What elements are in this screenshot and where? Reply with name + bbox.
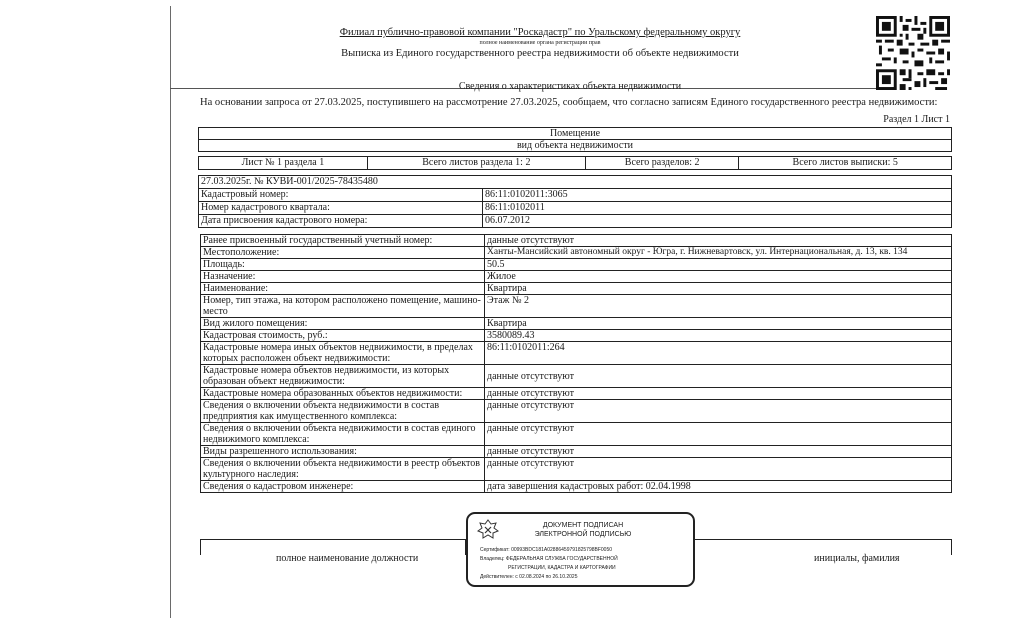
row-value: данные отсутствуют	[485, 423, 952, 446]
part-sheet-label: Раздел 1 Лист 1	[883, 114, 950, 125]
row-label: Кадастровые номера объектов недвижимости, из которых образован объект недвижимости:	[201, 365, 485, 388]
table-row	[201, 342, 952, 365]
stamp-title	[508, 521, 658, 539]
stamp-certificate: Сертификат: 00993BDC181A02886459791825798BF0050	[480, 547, 613, 553]
table-row	[201, 271, 952, 283]
row-label: Кадастровые номера образованных объектов недвижимости:	[201, 388, 485, 400]
table-row	[201, 283, 952, 295]
row-label: Номер, тип этажа, на котором расположено помещение, машино-место	[201, 295, 485, 318]
row-value: данные отсутствуют	[485, 365, 952, 388]
row-label: Сведения о кадастровом инженере:	[201, 481, 485, 493]
row-label: Кадастровые номера иных объектов недвижимости, в пределах которых расположен объект недвижимости:	[201, 342, 485, 365]
row-value: 06.07.2012	[483, 215, 952, 228]
table-row	[199, 215, 952, 228]
table-row	[201, 247, 952, 259]
section-title: Сведения о характеристиках объекта недвижимости	[458, 81, 682, 92]
row-value: Квартира	[485, 318, 952, 330]
table-row	[201, 400, 952, 423]
object-type-caption: вид объекта недвижимости	[199, 140, 952, 152]
table-row	[201, 388, 952, 400]
row-label: Ранее присвоенный государственный учетный номер:	[201, 235, 485, 247]
row-value: данные отсутствуют	[485, 235, 952, 247]
row-value: Квартира	[485, 283, 952, 295]
table-row	[201, 235, 952, 247]
row-label: Виды разрешенного использования:	[201, 446, 485, 458]
basic-info-table	[198, 175, 952, 228]
row-value: Ханты-Мансийский автономный округ - Югра, г. Нижневартовск, ул. Интернациональная, д. 13, кв. 134	[485, 247, 952, 259]
row-value: данные отсутствуют	[485, 458, 952, 481]
row-label: Назначение:	[201, 271, 485, 283]
table-row	[201, 295, 952, 318]
table-row	[199, 202, 952, 215]
details-table	[200, 234, 952, 493]
stamp-title-line1: ДОКУМЕНТ ПОДПИСАН	[542, 522, 624, 529]
org-name: Филиал публично-правовой компании "Роскадастр" по Уральскому федеральному округу	[339, 27, 741, 38]
initials-caption: инициалы, фамилия	[814, 553, 900, 564]
row-label: Сведения о включении объекта недвижимости в состав единого недвижимого комплекса:	[201, 423, 485, 446]
stamp-owner: Владелец: ФЕДЕРАЛЬНАЯ СЛУЖБА ГОСУДАРСТВЕННОЙ	[480, 556, 618, 562]
qr-code-icon	[876, 16, 950, 90]
sheets-table	[198, 156, 952, 170]
row-value: 50.5	[485, 259, 952, 271]
table-row	[201, 259, 952, 271]
table-row	[201, 481, 952, 493]
row-value: данные отсутствуют	[485, 400, 952, 423]
row-label: Вид жилого помещения:	[201, 318, 485, 330]
table-row	[201, 423, 952, 446]
row-value: Этаж № 2	[485, 295, 952, 318]
document-title: Выписка из Единого государственного реестра недвижимости об объекте недвижимости	[341, 48, 739, 59]
sheet-of-section: Лист № 1 раздела 1	[199, 157, 368, 170]
row-label: Кадастровая стоимость, руб.:	[201, 330, 485, 342]
row-value: 86:11:0102011	[483, 202, 952, 215]
row-label: Площадь:	[201, 259, 485, 271]
row-value: данные отсутствуют	[485, 388, 952, 400]
row-value: данные отсутствуют	[485, 446, 952, 458]
total-sheets-section: Всего листов раздела 1: 2	[367, 157, 585, 170]
row-value: 86:11:0102011:264	[485, 342, 952, 365]
position-caption: полное наименование должности	[276, 553, 419, 564]
row-label: Сведения о включении объекта недвижимости в реестр объектов культурного наследия:	[201, 458, 485, 481]
digital-signature-stamp	[466, 512, 695, 587]
row-label: Номер кадастрового квартала:	[199, 202, 483, 215]
org-caption: полное наименование органа регистрации прав	[479, 40, 601, 46]
document-number: 27.03.2025г. № КУВИ-001/2025-78435480	[199, 176, 952, 189]
total-sections: Всего разделов: 2	[585, 157, 739, 170]
row-label: Дата присвоения кадастрового номера:	[199, 215, 483, 228]
row-label: Местоположение:	[201, 247, 485, 259]
table-row	[201, 330, 952, 342]
stamp-owner-line2: РЕГИСТРАЦИИ, КАДАСТРА И КАРТОГРАФИИ	[508, 565, 616, 571]
table-row	[201, 365, 952, 388]
emblem-icon	[476, 518, 500, 542]
table-row	[201, 458, 952, 481]
row-label: Наименование:	[201, 283, 485, 295]
row-label: Кадастровый номер:	[199, 189, 483, 202]
intro-text: На основании запроса от 27.03.2025, поступившего на рассмотрение 27.03.2025, сообщаем, что согласно записям Единого государственного реестра недвижимости:	[200, 97, 938, 108]
row-value: 3580089.43	[485, 330, 952, 342]
left-margin-line	[170, 6, 171, 618]
table-row	[199, 189, 952, 202]
stamp-validity: Действителен: с 02.08.2024 по 26.10.2025	[480, 574, 578, 580]
object-type-table	[198, 127, 952, 152]
table-row	[201, 318, 952, 330]
object-type: Помещение	[199, 128, 952, 140]
row-value: Жилое	[485, 271, 952, 283]
table-row	[201, 446, 952, 458]
row-value: дата завершения кадастровых работ: 02.04.1998	[485, 481, 952, 493]
stamp-title-line2: ЭЛЕКТРОННОЙ ПОДПИСЬЮ	[534, 531, 632, 538]
row-label: Сведения о включении объекта недвижимости в состав предприятия как имущественного комплекса:	[201, 400, 485, 423]
row-value: 86:11:0102011:3065	[483, 189, 952, 202]
total-sheets-extract: Всего листов выписки: 5	[739, 157, 952, 170]
